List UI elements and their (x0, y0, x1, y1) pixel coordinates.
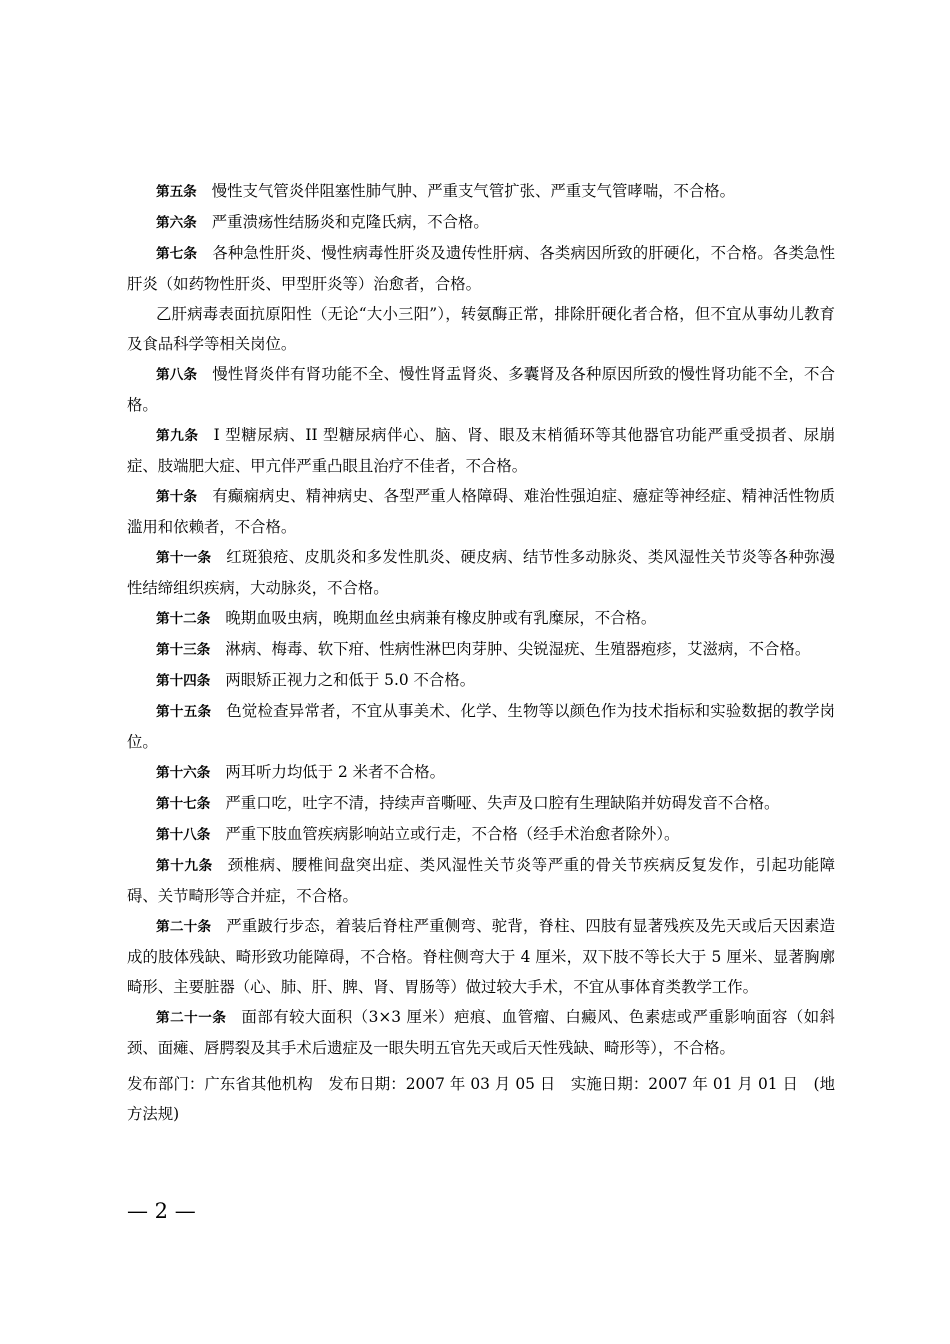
article-15 (127, 696, 835, 757)
article-8 (127, 359, 835, 420)
article-7-continued (127, 299, 835, 359)
article-label: 第六条 (156, 215, 197, 231)
article-13 (127, 634, 835, 665)
article-text: 晚期血吸虫病，晚期血丝虫病兼有橡皮肿或有乳糜尿，不合格。 (225, 609, 657, 627)
article-5 (127, 176, 835, 207)
article-text: 严重跛行步态，着装后脊柱严重侧弯、驼背，脊柱、四肢有显著残疾及先天或后天因素造成的肢体残缺、畸形致功能障碍，不合格。脊柱侧弯大于 4 厘米，双下肢不等长大于 5 厘米、显著胸廓畸形、主要脏器（心、肺、肝、脾、肾、胃肠等）做过较大手术，不宜从事体育类教学工作。 (127, 917, 835, 996)
article-label: 第十六条 (156, 765, 211, 781)
article-text: 慢性肾炎伴有肾功能不全、慢性肾盂肾炎、多囊肾及各种原因所致的慢性肾功能不全，不合格。 (127, 365, 835, 414)
article-text: I 型糖尿病、II 型糖尿病伴心、脑、肾、眼及末梢循环等其他器官功能严重受损者、尿崩症、肢端肥大症、甲亢伴严重凸眼且治疗不佳者，不合格。 (127, 426, 836, 475)
article-text: 色觉检查异常者，不宜从事美术、化学、生物等以颜色作为技术指标和实验数据的教学岗位。 (127, 702, 835, 751)
article-text: 乙肝病毒表面抗原阳性（无论“大小三阳”），转氨酶正常，排除肝硬化者合格，但不宜从事幼儿教育及食品科学等相关岗位。 (127, 305, 835, 353)
article-text: 严重溃疡性结肠炎和克隆氏病，不合格。 (211, 213, 489, 231)
article-19 (127, 850, 835, 911)
article-label: 第十三条 (156, 642, 211, 658)
article-text: 淋病、梅毒、软下疳、性病性淋巴肉芽肿、尖锐湿疣、生殖器疱疹，艾滋病，不合格。 (225, 640, 811, 658)
article-14 (127, 665, 835, 696)
article-text: 两眼矫正视力之和低于 5.0 不合格。 (225, 671, 476, 689)
article-label: 第二十一条 (156, 1010, 227, 1026)
article-list (127, 176, 835, 1063)
article-10 (127, 481, 835, 542)
article-text: 颈椎病、腰椎间盘突出症、类风湿性关节炎等严重的骨关节疾病反复发作，引起功能障碍、关节畸形等合并症，不合格。 (127, 856, 835, 905)
article-label: 第八条 (156, 367, 198, 383)
article-18 (127, 819, 835, 850)
article-7 (127, 238, 835, 299)
article-text: 两耳听力均低于 2 米者不合格。 (225, 763, 446, 781)
article-label: 第十条 (156, 489, 198, 505)
article-12 (127, 603, 835, 634)
article-label: 第十八条 (156, 827, 211, 843)
article-label: 第十五条 (156, 704, 212, 720)
article-text: 慢性支气管炎伴阻塞性肺气肿、严重支气管扩张、严重支气管哮喘，不合格。 (211, 182, 736, 200)
article-label: 第七条 (156, 246, 198, 262)
article-text: 有癫痫病史、精神病史、各型严重人格障碍、难治性强迫症、癔症等神经症、精神活性物质滥用和依赖者，不合格。 (127, 487, 835, 536)
article-label: 第十一条 (156, 550, 212, 566)
article-6 (127, 207, 835, 238)
page-number: — 2 — (127, 1199, 196, 1223)
article-text: 各种急性肝炎、慢性病毒性肝炎及遗传性肝病、各类病因所致的肝硬化，不合格。各类急性肝炎（如药物性肝炎、甲型肝炎等）治愈者，合格。 (127, 244, 835, 293)
article-label: 第九条 (156, 428, 199, 444)
article-label: 第五条 (156, 184, 197, 200)
article-17 (127, 788, 835, 819)
article-21 (127, 1002, 835, 1063)
article-16 (127, 757, 835, 788)
article-label: 第十四条 (156, 673, 211, 689)
article-label: 第十七条 (156, 796, 211, 812)
article-label: 第二十条 (156, 919, 212, 935)
article-text: 严重口吃，吐字不清，持续声音嘶哑、失声及口腔有生理缺陷并妨碍发音不合格。 (225, 794, 780, 812)
article-label: 第十二条 (156, 611, 211, 627)
article-text: 严重下肢血管疾病影响站立或行走，不合格（经手术治愈者除外）。 (225, 825, 680, 843)
article-text: 面部有较大面积（3×3 厘米）疤痕、血管瘤、白癜风、色素痣或严重影响面容（如斜颈、面瘫、唇腭裂及其手术后遗症及一眼失明五官先天或后天性残缺、畸形等），不合格。 (127, 1008, 835, 1057)
article-text: 红斑狼疮、皮肌炎和多发性肌炎、硬皮病、结节性多动脉炎、类风湿性关节炎等各种弥漫性结缔组织疾病，大动脉炎，不合格。 (127, 548, 835, 597)
publication-info: 发布部门：广东省其他机构 发布日期：2007 年 03 月 05 日 实施日期：2007 年 01 月 01 日 (地方法规) (127, 1075, 835, 1123)
article-11 (127, 542, 835, 603)
article-label: 第十九条 (156, 858, 213, 874)
article-20 (127, 911, 835, 1002)
article-9 (127, 420, 835, 481)
